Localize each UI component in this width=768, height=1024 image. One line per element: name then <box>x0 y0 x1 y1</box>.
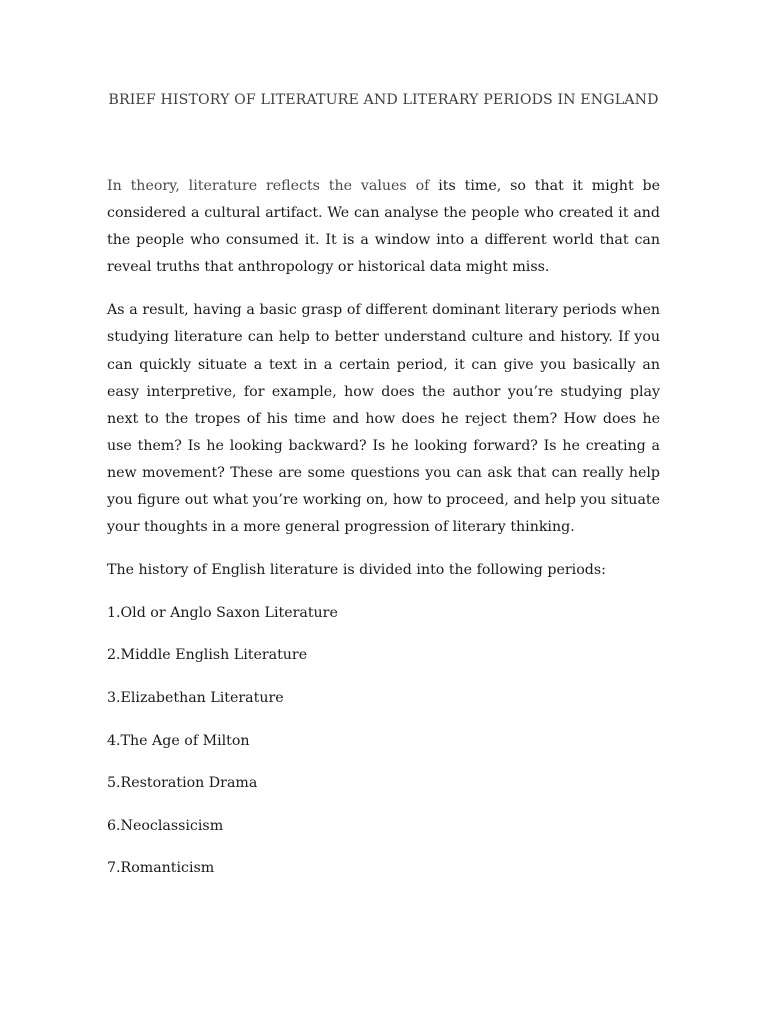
document-body <box>107 173 660 898</box>
paragraph-periods-rationale-text: As a result, having a basic grasp of different dominant literary periods when studying literature can help to better understand culture and history. If you can quickly situate a text in a certain period, it can give you basically an easy interpretive, for example, how does the author you’re studying play next to the tropes of his time and how does he reject them? How does he use them? Is he looking backward? Is he looking forward? Is he creating a new movement? These are some questions you can ask that can really help you figure out what you’re working on, how to proceed, and help you situate your thoughts in a more general progression of literary thinking. <box>107 302 660 536</box>
paragraph-intro-lead: In theory, literature reflects the values of <box>107 178 430 194</box>
paragraph-periods-rationale <box>107 297 660 541</box>
list-intro: The history of English literature is divided into the following periods: <box>107 562 606 579</box>
paragraph-intro <box>107 173 660 281</box>
document-title: BRIEF HISTORY OF LITERATURE AND LITERARY PERIODS IN ENGLAND <box>108 92 659 108</box>
period-list-item: 3.Elizabethan Literature <box>107 689 284 706</box>
period-list-item: 7.Romanticism <box>107 860 215 877</box>
period-list-item: 6.Neoclassicism <box>107 817 224 834</box>
period-list-item: 1.Old or Anglo Saxon Literature <box>107 604 338 621</box>
period-list-item: 2.Middle English Literature <box>107 647 308 664</box>
period-list <box>107 600 660 883</box>
period-list-item: 5.Restoration Drama <box>107 775 258 792</box>
paragraph-intro-text: its time, so that it might be considered a cultural artifact. We can analyse the people who created it and the people who consumed it. It is a window into a different world that can reveal truths that anthropology or historical data might miss. <box>107 178 660 276</box>
period-list-item: 4.The Age of Milton <box>107 732 250 749</box>
